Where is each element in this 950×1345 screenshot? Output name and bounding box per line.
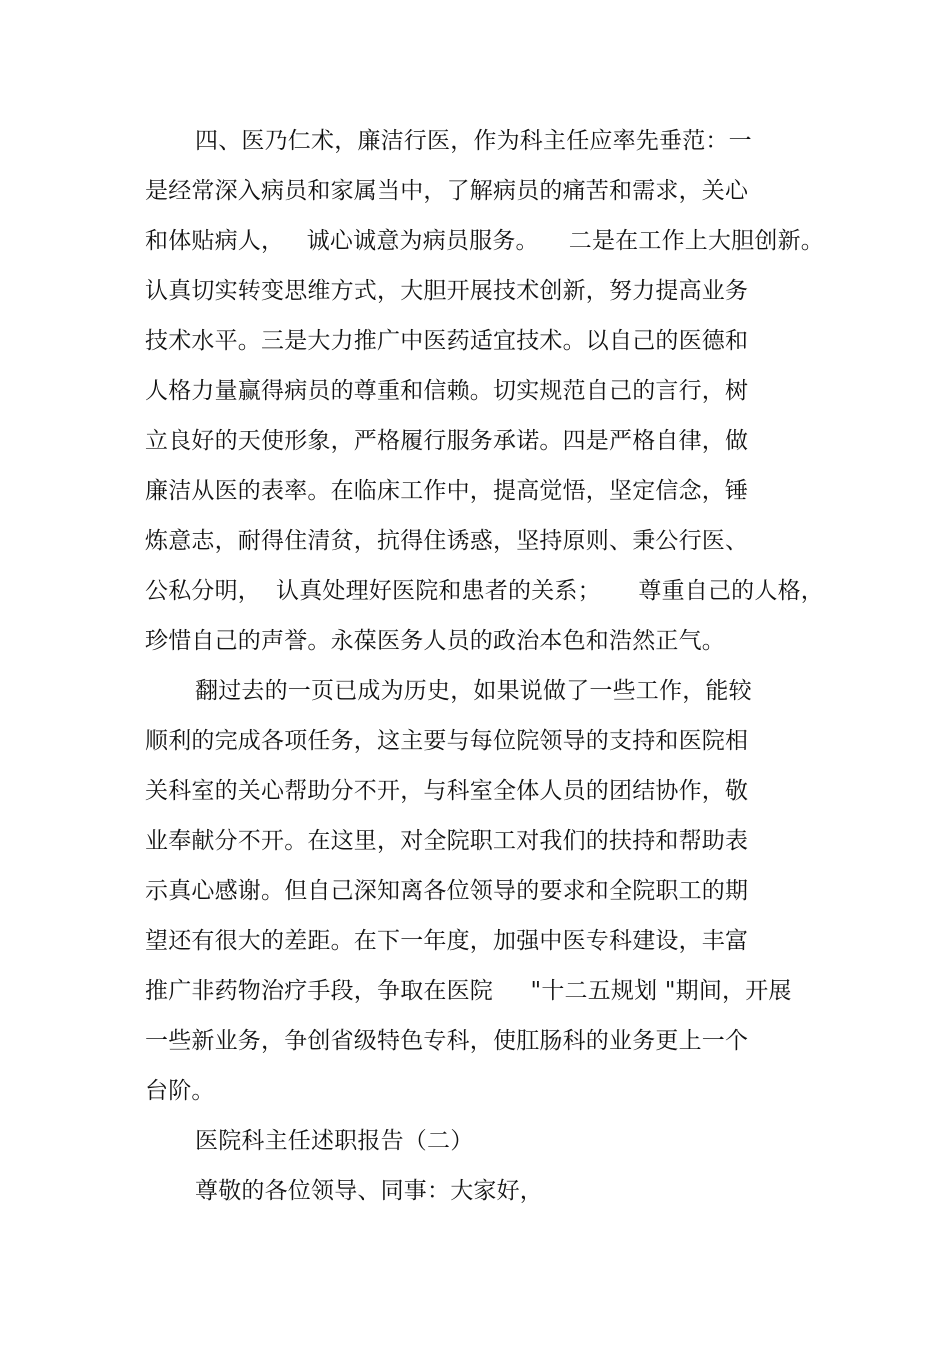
paragraph-line: 立良好的天使形象，严格履行服务承诺。四是严格自律，做 <box>145 428 749 454</box>
paragraph-line: 技术水平。三是大力推广中医药适宜技术。以自己的医德和 <box>145 328 749 354</box>
paragraph-line: 公私分明， 认真处理好医院和患者的关系； 尊重自己的人格， <box>145 578 824 604</box>
paragraph-line: 廉洁从医的表率。在临床工作中，提高觉悟，坚定信念，锤 <box>145 478 749 504</box>
paragraph-line: 人格力量赢得病员的尊重和信赖。切实规范自己的言行，树 <box>145 378 749 404</box>
paragraph-line: 望还有很大的差距。在下一年度，加强中医专科建设，丰富 <box>145 928 749 954</box>
paragraph-line: 和体贴病人， 诚心诚意为病员服务。 二是在工作上大胆创新。 <box>145 228 824 254</box>
paragraph-line: 是经常深入病员和家属当中，了解病员的痛苦和需求，关心 <box>145 178 749 204</box>
paragraph-line: 一些新业务，争创省级特色专科，使肛肠科的业务更上一个 <box>145 1028 749 1054</box>
paragraph-line: 认真切实转变思维方式，大胆开展技术创新，努力提高业务 <box>145 278 749 304</box>
paragraph-line: 推广非药物治疗手段，争取在医院 "十二五规划 "期间，开展 <box>145 978 792 1004</box>
paragraph-line: 示真心感谢。但自己深知离各位领导的要求和全院职工的期 <box>145 878 749 904</box>
paragraph-line: 炼意志，耐得住清贫，抗得住诱惑，坚持原则、秉公行医、 <box>145 528 749 554</box>
paragraph-line: 关科室的关心帮助分不开，与科室全体人员的团结协作，敬 <box>145 778 749 804</box>
paragraph-line: 台阶。 <box>145 1078 215 1104</box>
section-title: 医院科主任述职报告（二） <box>195 1128 474 1154</box>
paragraph-line: 翻过去的一页已成为历史，如果说做了一些工作，能较 <box>195 678 752 704</box>
paragraph-line: 珍惜自己的声誉。永葆医务人员的政治本色和浩然正气。 <box>145 628 725 654</box>
salutation-line: 尊敬的各位领导、同事：大家好， <box>195 1178 543 1204</box>
paragraph-line: 四、医乃仁术，廉洁行医，作为科主任应率先垂范：一 <box>195 128 752 154</box>
paragraph-line: 顺利的完成各项任务，这主要与每位院领导的支持和医院相 <box>145 728 749 754</box>
paragraph-line: 业奉献分不开。在这里，对全院职工对我们的扶持和帮助表 <box>145 828 749 854</box>
